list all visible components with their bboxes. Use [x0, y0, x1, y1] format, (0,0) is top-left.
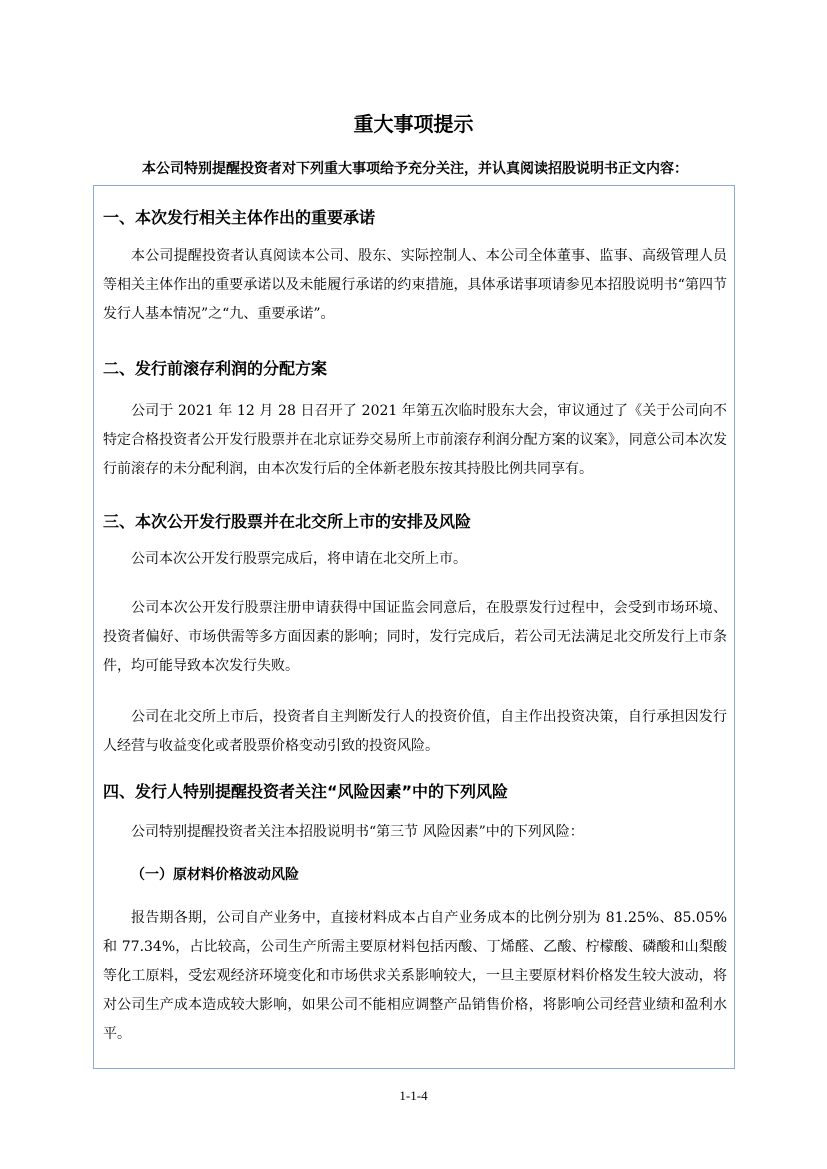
section-3-paragraph-3: 公司在北交所上市后，投资者自主判断发行人的投资价值，自主作出投资决策，自行承担因发行人经营与收益变化或者股票价格变动引致的投资风险。	[103, 709, 727, 754]
section-1-heading: 一、本次发行相关主体作出的重要承诺	[103, 208, 376, 227]
subsection-1-heading: （一）原材料价格波动风险	[131, 867, 299, 883]
section-4-paragraph-1: 公司特别提醒投资者关注本招股说明书“第三节 风险因素”中的下列风险：	[131, 824, 584, 840]
notice-text: 本公司特别提醒投资者对下列重大事项给予充分关注，并认真阅读招股说明书正文内容：	[142, 161, 688, 177]
section-3-paragraph-2: 公司本次公开发行股票注册申请获得中国证监会同意后，在股票发行过程中，会受到市场环境、投资者偏好、市场供需等多方面因素的影响；同时，发行完成后，若公司无法满足北交所发行上市条件，均可能导致本次发行失败。	[103, 600, 727, 674]
section-2-heading: 二、发行前滚存利润的分配方案	[103, 359, 328, 378]
section-4-heading: 四、发行人特别提醒投资者关注“风险因素”中的下列风险	[103, 782, 509, 801]
section-3-paragraph-1: 公司本次公开发行股票完成后，将申请在北交所上市。	[131, 551, 467, 567]
section-1-paragraph-1: 本公司提醒投资者认真阅读本公司、股东、实际控制人、本公司全体董事、监事、高级管理人员等相关主体作出的重要承诺以及未能履行承诺的约束措施，具体承诺事项请参见本招股说明书“第四节 发行人基本情况”之“九、重要承诺”。	[103, 248, 727, 322]
section-3-heading: 三、本次公开发行股票并在北交所上市的安排及风险	[103, 512, 472, 531]
page-title: 重大事项提示	[353, 112, 474, 136]
page-number: 1-1-4	[399, 1088, 428, 1103]
section-2-paragraph-1: 公司于 2021 年 12 月 28 日召开了 2021 年第五次临时股东大会，审议通过了《关于公司向不特定合格投资者公开发行股票并在北京证券交易所上市前滚存利润分配方案的议案》，同意公司本次发行前滚存的未分配利润，由本次发行后的全体新老股东按其持股比例共同享有。	[103, 403, 727, 477]
subsection-1-paragraph-1: 报告期各期，公司自产业务中，直接材料成本占自产业务成本的比例分别为 81.25%、85.05%和 77.34%，占比较高，公司生产所需主要原材料包括丙酸、丁烯醛、乙酸、柠檬酸、磷酸和山梨酸等化工原料，受宏观经济环境变化和市场供求关系影响较大，一旦主要原材料价格发生较大波动，将对公司生产成本造成较大影响，如果公司不能相应调整产品销售价格，将影响公司经营业绩和盈利水平。	[103, 910, 727, 1042]
